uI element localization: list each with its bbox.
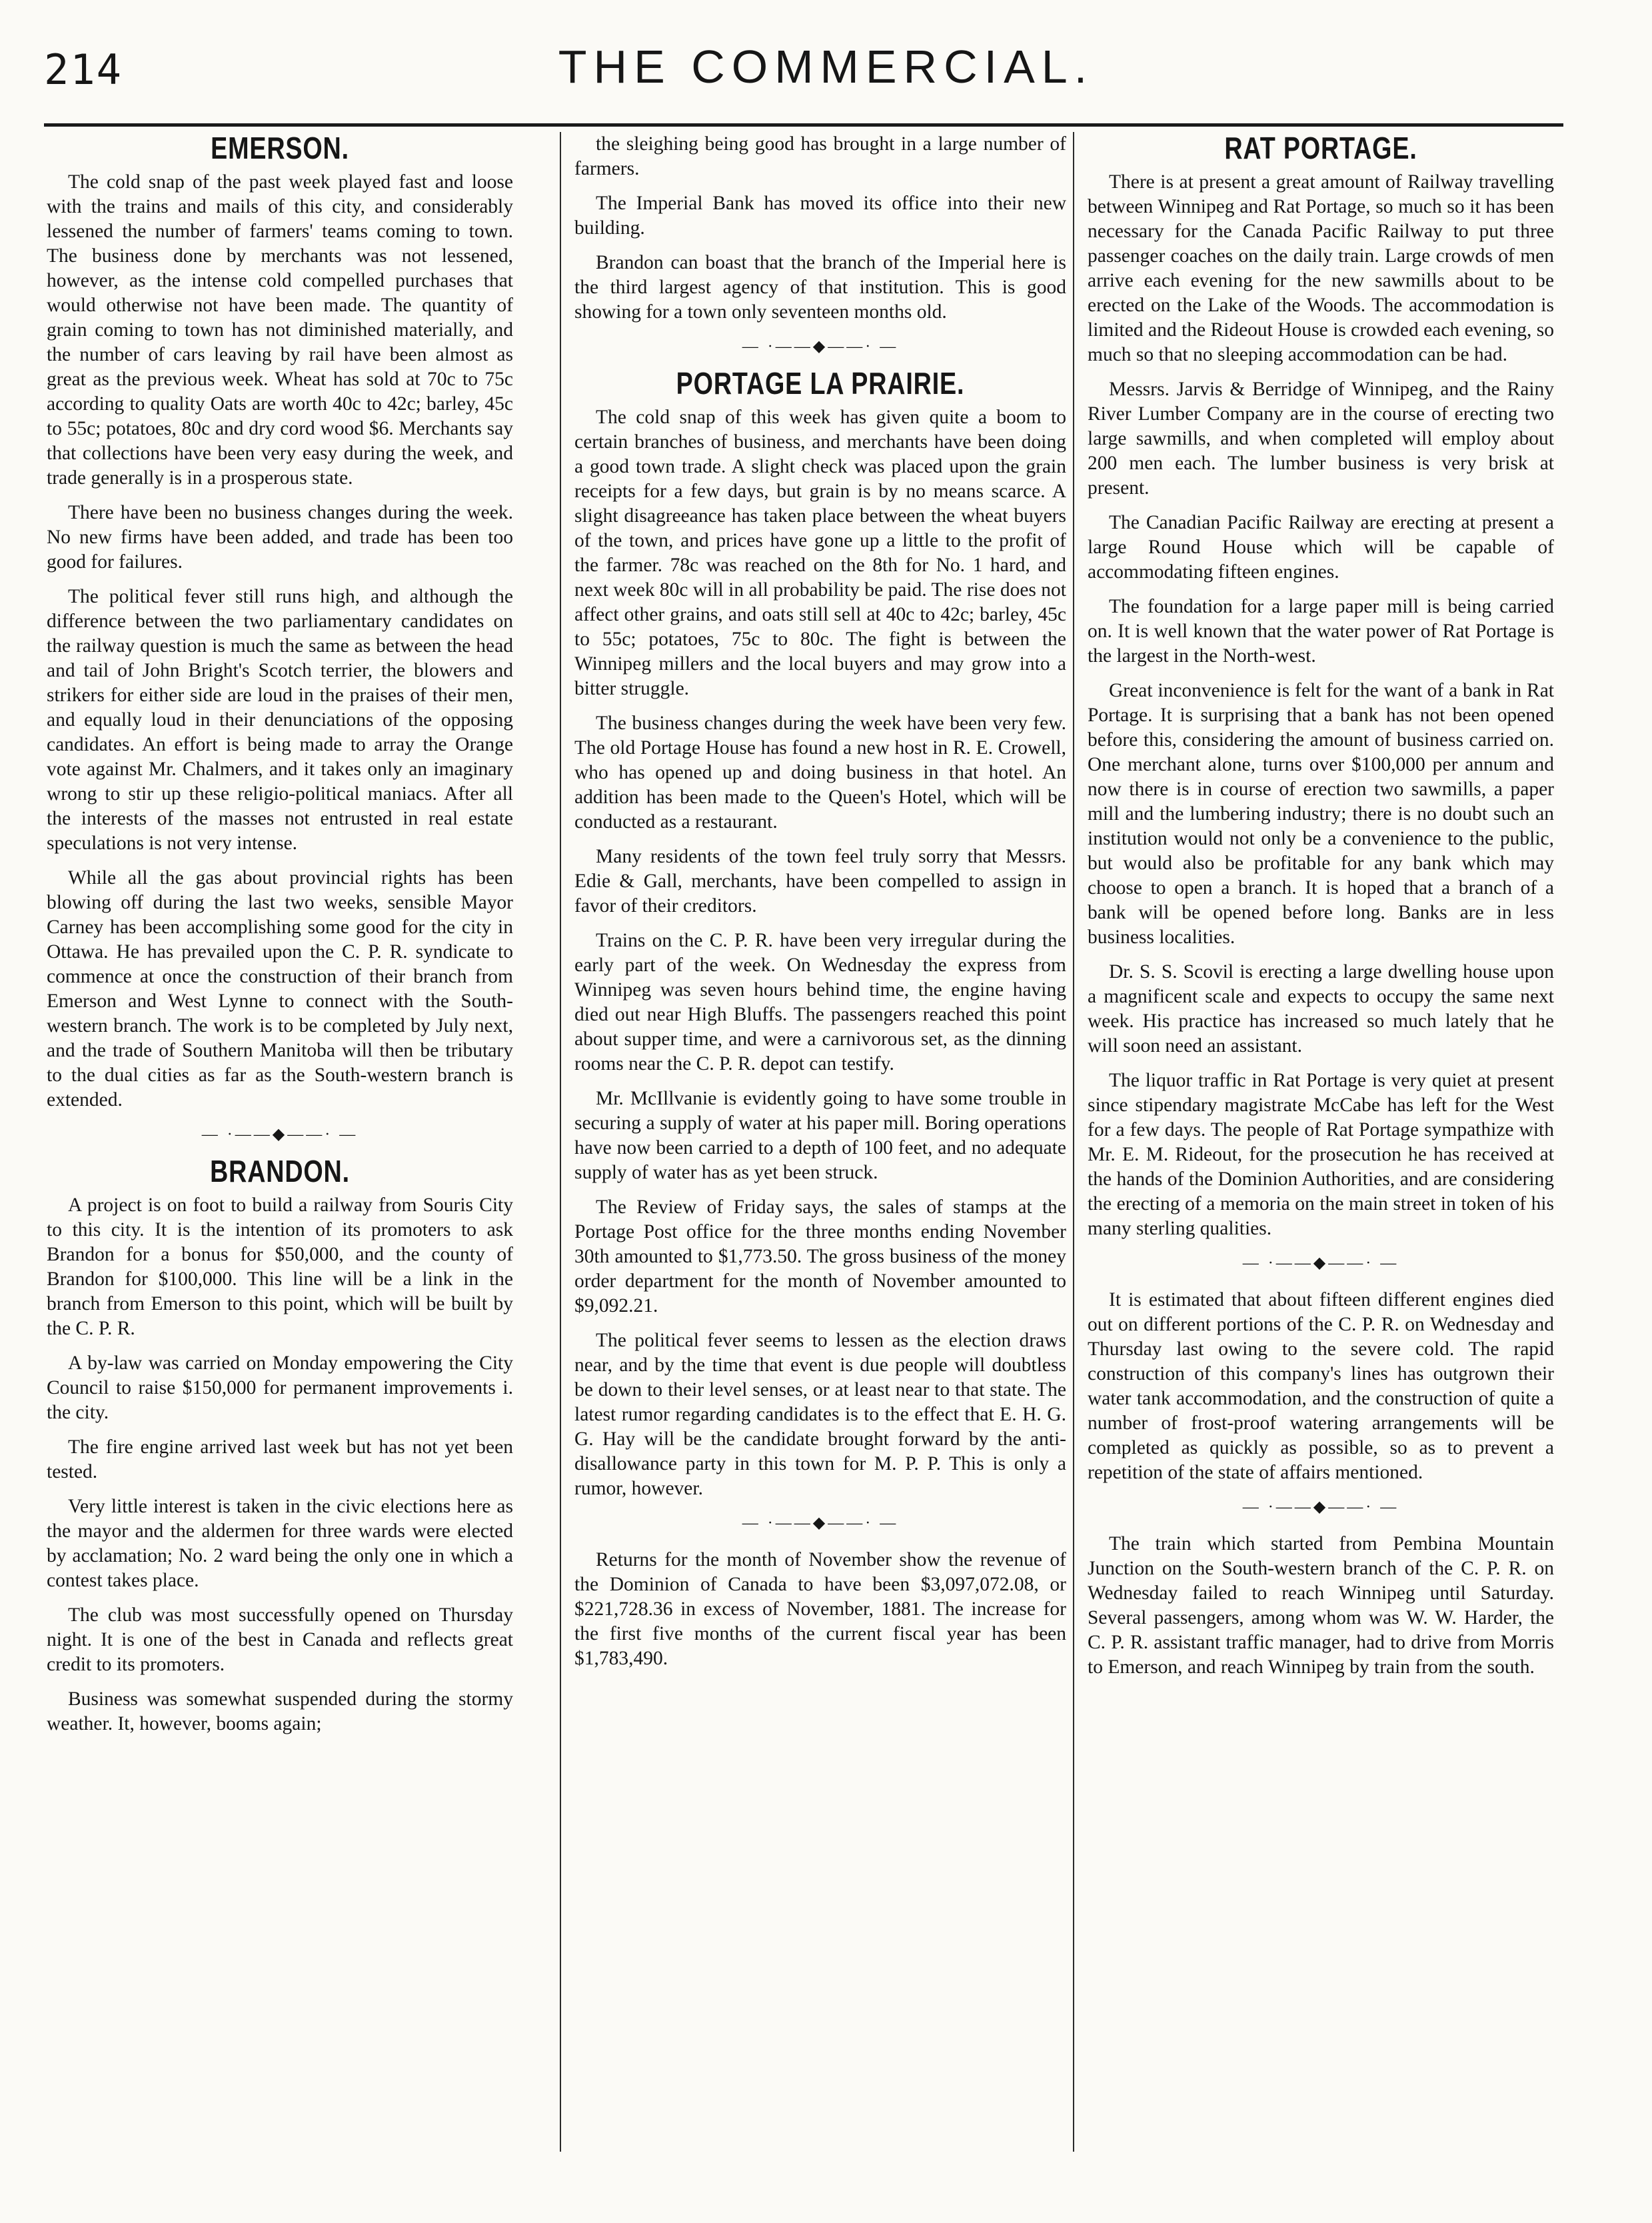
article-paragraph: Great inconvenience is felt for the want of a bank in Rat Portage. It is surprising that a bank has not been opened before this, considering the amount of business carried on. One merchant alone, turns over $100,000 per annum and now there is in course of erection two sawmills, a paper mill and the lumbering industry; there is no doubt such an institution would not only be a convenience to the public, but would also be profitable for any bank which may choose to open a branch. It is hoped that a branch of a bank will be opened before long. Banks are in less business localities. <box>1088 680 1554 948</box>
article-paragraph: Business was somewhat suspended during the stormy weather. It, however, booms again; <box>47 1688 513 1734</box>
section-separator: — ·——◆——· — <box>1242 1498 1399 1516</box>
article-paragraph: The club was most successfully opened on Thursday night. It is one of the best in Canada and reflects great credit to its promoters. <box>47 1604 513 1675</box>
journal-title: THE COMMERCIAL. <box>558 41 1094 93</box>
article-paragraph: The foundation for a large paper mill is being carried on. It is well known that the water power of Rat Portage is the largest in the North-west. <box>1088 596 1554 667</box>
article-paragraph: The Imperial Bank has moved its office into their new building. <box>574 193 1066 239</box>
article-paragraph: The train which started from Pembina Mountain Junction on the South-western branch of the C. P. R. on Wednesday failed to reach Winnipeg until Saturday. Several passengers, among whom was W. W. Harder, the C. P. R. assistant traffic manager, had to drive from Morris to Emerson, and reach Winnipeg by train from the south. <box>1088 1533 1554 1678</box>
article-paragraph: There is at present a great amount of Railway travelling between Winnipeg and Rat Portage, so much so it has been necessary for the Canada Pacific Railway to put three passenger coaches on the daily train. Large crowds of men arrive each evening for the new sawmills about to be erected on the Lake of the Woods. The accommodation is limited and the Rideout House is crowded each evening, so much so that no sleeping accommodation can be had. <box>1088 171 1554 365</box>
masthead <box>0 40 1652 113</box>
article-paragraph: Returns for the month of November show the revenue of the Dominion of Canada to have been $3,097,072.08, or $221,728.36 in excess of November, 1881. The increase for the first five months of the current fiscal year has been $1,783,490. <box>574 1549 1066 1669</box>
header-rule <box>44 123 1563 127</box>
article-paragraph: The cold snap of this week has given quite a boom to certain branches of business, and merchants have been doing a good town trade. A slight check was placed upon the grain receipts for a few days, but grain is by no means scarce. A slight disagreeance has taken place between the wheat buyers of the town, and prices have gone up a little to the profit of the farmer. 78c was reached on the 8th for No. 1 hard, and next week 80c will in all probability be paid. The rise does not affect other grains, and oats still sell at 40c to 42c; barley, 45c to 55c; potatoes, 75c to 80c. The fight is between the Winnipeg millers and the local buyers and may grow into a bitter struggle. <box>574 407 1066 699</box>
article-paragraph: Very little interest is taken in the civic elections here as the mayor and the aldermen for three wards were elected by acclamation; No. 2 ward being the only one in which a contest takes place. <box>47 1496 513 1591</box>
article-paragraph: While all the gas about provincial rights has been blowing off during the last two weeks, sensible Mayor Carney has been accomplishing some good for the city in Ottawa. He has prevailed upon the C. P. R. syndicate to commence at once the construction of their branch from Emerson and West Lynne to connect with the South-western branch. The work is to be completed by July next, and the trade of Southern Manitoba will then be tributary to the dual cities as far as the South-western branch is extended. <box>47 867 513 1111</box>
column-divider <box>1073 132 1074 2152</box>
section-separator: — ·——◆——· — <box>742 1514 899 1532</box>
article-headline: EMERSON. <box>211 132 349 165</box>
article-paragraph: There have been no business changes during the week. No new firms have been added, and trade has been too good for failures. <box>47 502 513 573</box>
section-separator: — ·——◆——· — <box>742 338 899 355</box>
article-paragraph: The cold snap of the past week played fast and loose with the trains and mails of this city, and considerably lessened the number of farmers' teams coming to town. The business done by merchants was not lessened, however, as the intense cold compelled purchases that would otherwise not have been made. The quantity of grain coming to town has not diminished materially, and the number of cars leaving by rail have been almost as great as the previous week. Wheat has sold at 70c to 75c according to quality Oats are worth 40c to 42c; barley, 45c to 55c; potatoes, 80c and dry cord wood $6. Merchants say that collections have been very easy during the week, and trade generally is in a prosperous state. <box>47 171 513 489</box>
article-paragraph: The liquor traffic in Rat Portage is very quiet at present since stipendary magistrate McCabe has left for the West for a few days. The people of Rat Portage sympathize with Mr. E. M. Rideout, for the prosecution he has received at the hands of the Dominion Authorities, and are considering the erecting of a memoria on the main street in token of his many sterling qualities. <box>1088 1070 1554 1239</box>
column-2 <box>574 132 1066 2165</box>
article-paragraph: Mr. McIllvanie is evidently going to have some trouble in securing a supply of water at his paper mill. Boring operations have now been carried to a depth of 100 feet, and no adequate supply of water has as yet been struck. <box>574 1088 1066 1183</box>
article-paragraph: It is estimated that about fifteen different engines died out on different portions of the C. P. R. on Wednesday and Thursday last owing to the severe cold. The rapid construction of this company's lines has outgrown their water tank accommodation, and the construction of quite a number of frost-proof watering arrangements will be completed as quickly as possible, so as to prevent a repetition of the state of affairs mentioned. <box>1088 1289 1554 1483</box>
article-paragraph: Many residents of the town feel truly sorry that Messrs. Edie & Gall, merchants, have been compelled to assign in favor of their creditors. <box>574 846 1066 917</box>
article-paragraph: The political fever seems to lessen as the election draws near, and by the time that event is due people will doubtless be down to their level senses, or at least near to that state. The latest rumor regarding candidates is to the effect that E. H. G. G. Hay will be the candidate brought forward by the anti-disallowance party in this town for M. P. P. This is only a rumor, however. <box>574 1330 1066 1499</box>
article-paragraph: the sleighing being good has brought in a large number of farmers. <box>574 133 1066 179</box>
article-paragraph: The Canadian Pacific Railway are erecting at present a large Round House which will be capable of accommodating fifteen engines. <box>1088 512 1554 583</box>
article-paragraph: Dr. S. S. Scovil is erecting a large dwelling house upon a magnificent scale and expects to occupy the same next week. His practice has increased so much lately that he will soon need an assistant. <box>1088 961 1554 1057</box>
article-paragraph: The political fever still runs high, and although the difference between the two parliamentary candidates on the railway question is much the same as between the head and tail of John Bright's Scotch terrier, the blowers and strikers for either side are loud in the praises of their men, and equally loud in their denunciations of the opposing candidates. An effort is being made to array the Orange vote against Mr. Chalmers, and it takes only an imaginary wrong to stir up these religio-political maniacs. After all the interests of the masses not entrusted in real estate speculations is not very intense. <box>47 586 513 854</box>
column-divider <box>560 132 561 2152</box>
article-paragraph: A project is on foot to build a railway from Souris City to this city. It is the intention of its promoters to ask Brandon for a bonus for $50,000, and the county of Brandon for $100,000. This line will be a link in the branch from Emerson to this point, which will be built by the C. P. R. <box>47 1194 513 1339</box>
page-number: 214 <box>44 45 123 94</box>
column-3 <box>1088 132 1554 2165</box>
article-paragraph: Brandon can boast that the branch of the Imperial here is the third largest agency of that institution. This is good showing for a town only seventeen months old. <box>574 252 1066 323</box>
article-paragraph: A by-law was carried on Monday empowering the City Council to raise $150,000 for permanent improvements i. the city. <box>47 1352 513 1423</box>
article-headline: BRANDON. <box>210 1154 350 1188</box>
article-paragraph: The fire engine arrived last week but has not yet been tested. <box>47 1436 513 1482</box>
article-paragraph: Messrs. Jarvis & Berridge of Winnipeg, and the Rainy River Lumber Company are in the course of erecting two large sawmills, and when completed will employ about 200 men each. The lumber business is very brisk at present. <box>1088 379 1554 499</box>
article-headline: RAT PORTAGE. <box>1224 132 1417 165</box>
section-separator: — ·——◆——· — <box>201 1126 359 1143</box>
article-paragraph: The Review of Friday says, the sales of stamps at the Portage Post office for the three months ending November 30th amounted to $1,773.50. The gross business of the money order department for the month of November amounted to $9,092.21. <box>574 1196 1066 1316</box>
article-paragraph: Trains on the C. P. R. have been very irregular during the early part of the week. On Wednesday the express from Winnipeg was seven hours behind time, the engine having died out near High Bluffs. The passengers reached this point about supper time, and were a carnivorous set, as the dinning rooms near the C. P. R. depot can testify. <box>574 930 1066 1075</box>
article-headline: PORTAGE LA PRAIRIE. <box>676 366 965 401</box>
article-paragraph: The business changes during the week have been very few. The old Portage House has found a new host in R. E. Crowell, who has opened up and doing business in that hotel. An addition has been made to the Queen's Hotel, which will be conducted as a restaurant. <box>574 713 1066 833</box>
section-separator: — ·——◆——· — <box>1242 1254 1399 1272</box>
column-1 <box>47 132 513 2165</box>
